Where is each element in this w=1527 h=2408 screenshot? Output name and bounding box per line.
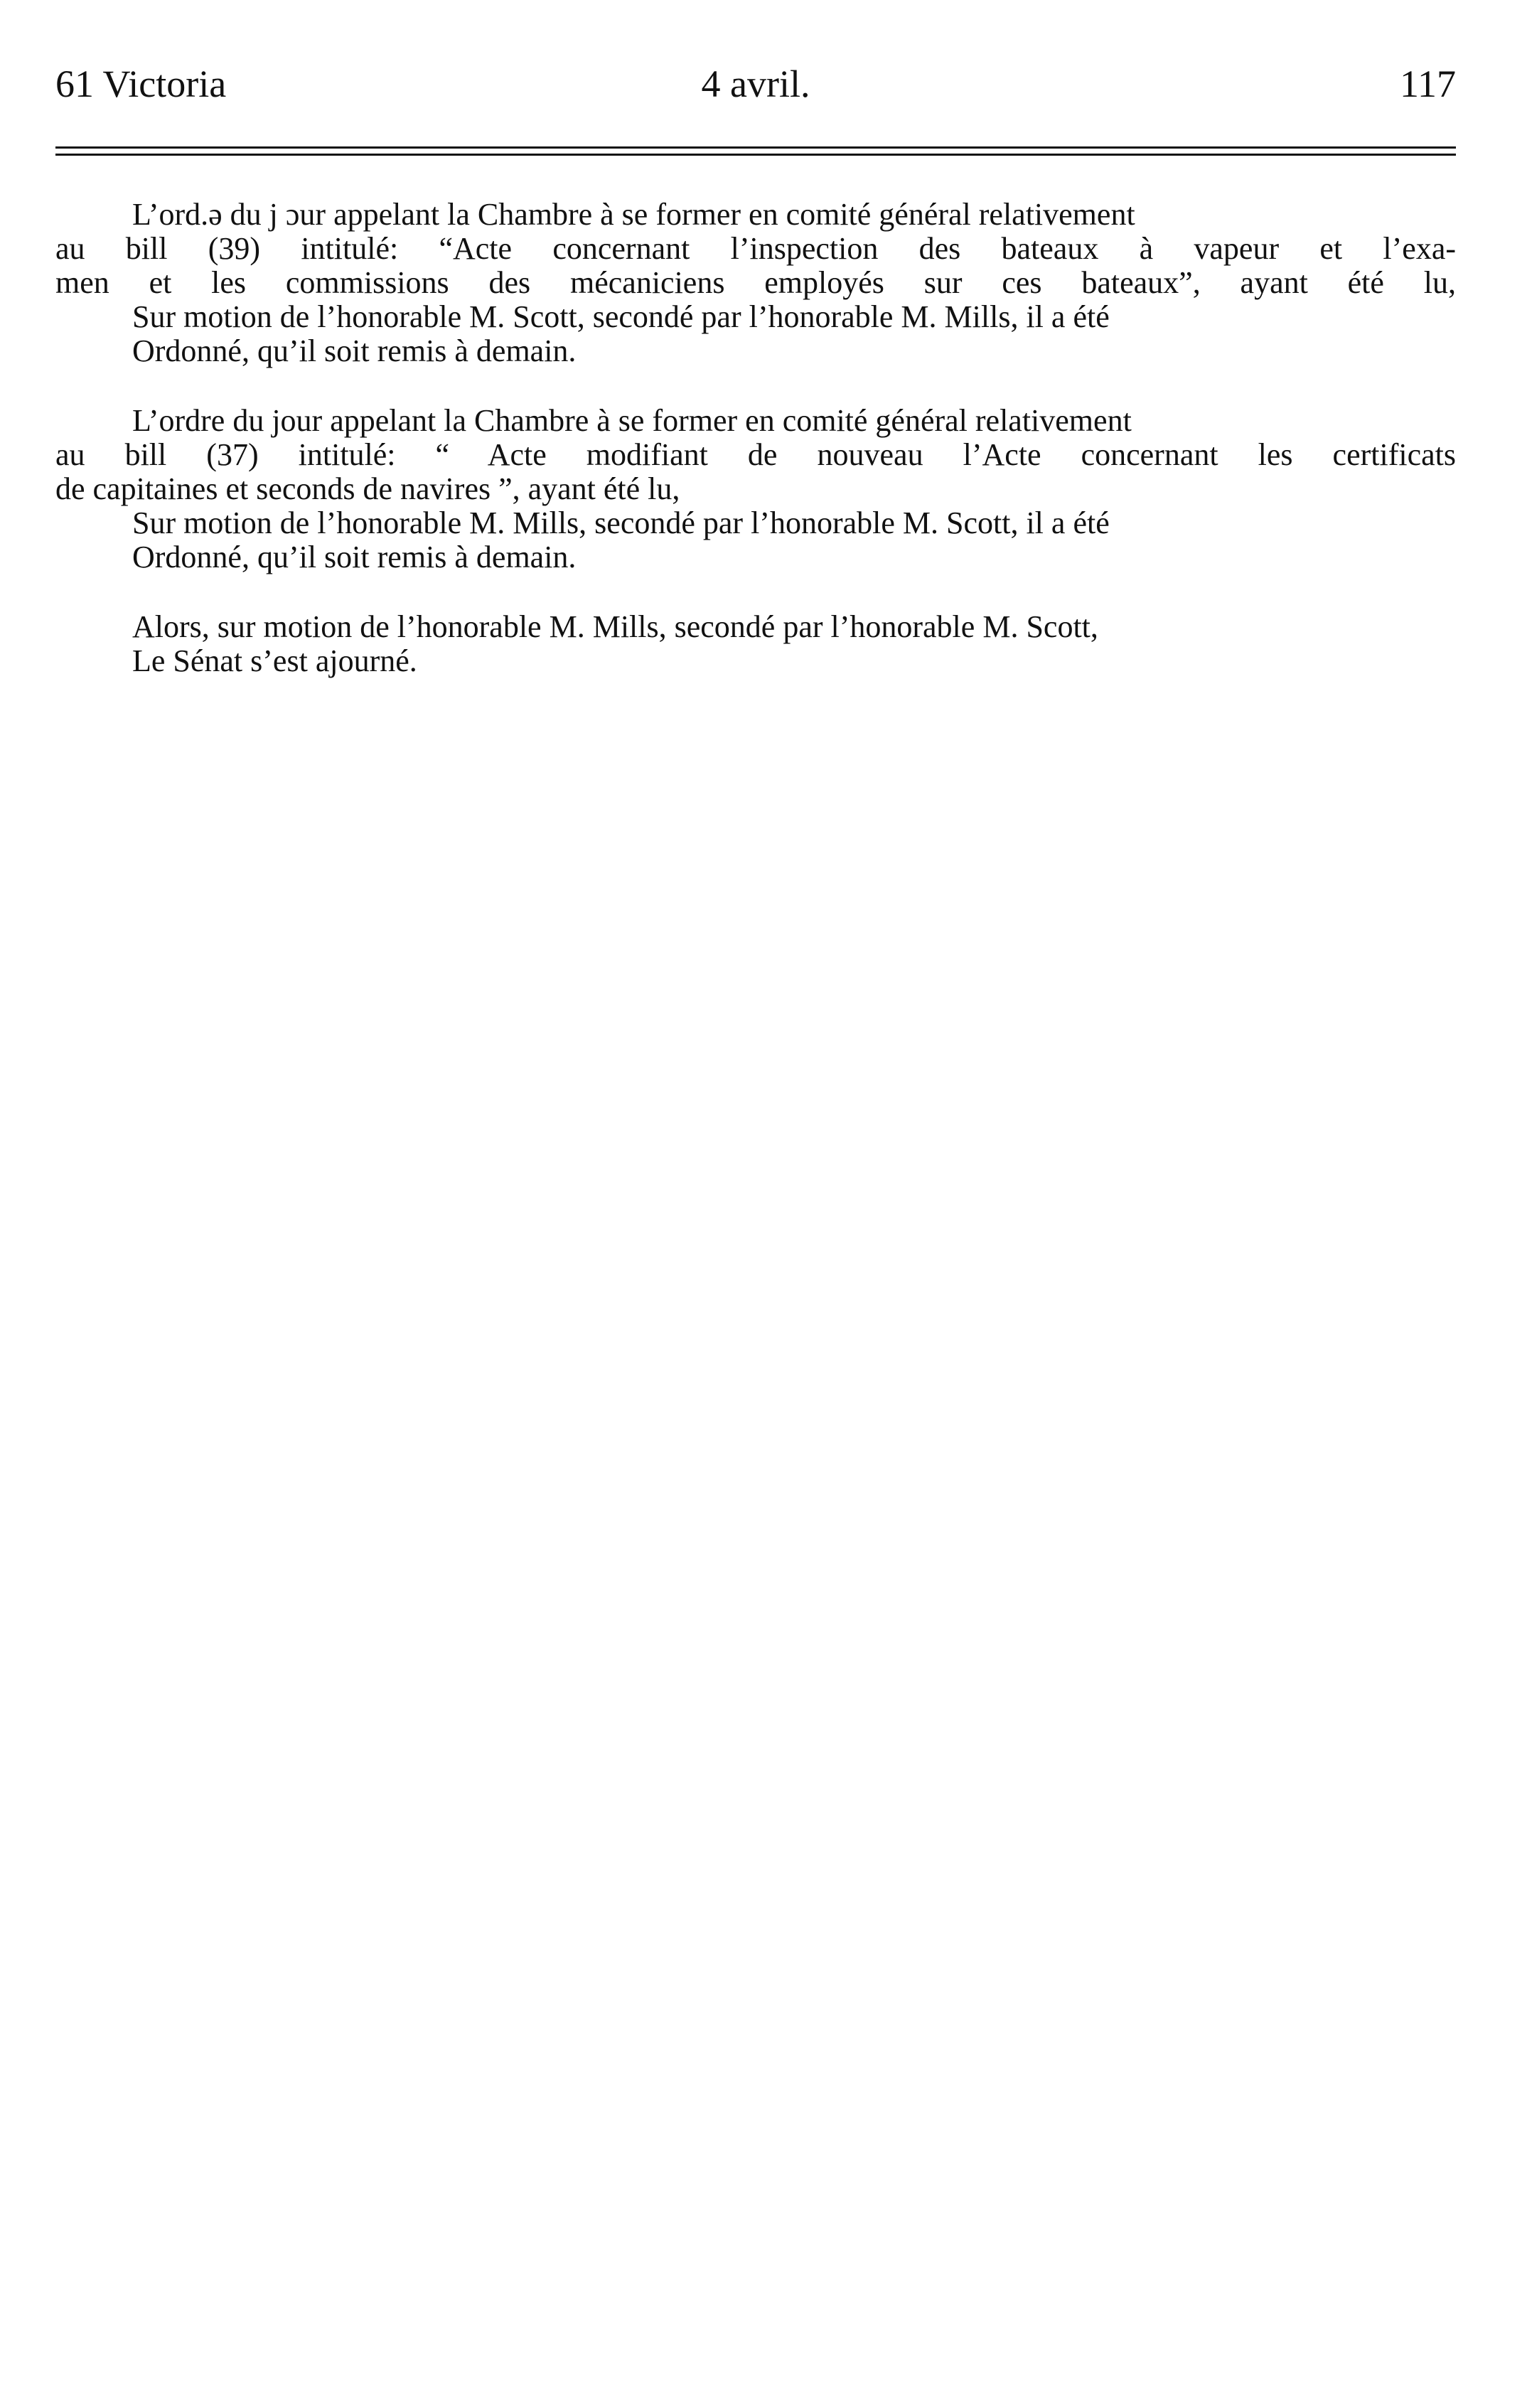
- header-rule-bottom: [55, 154, 1456, 156]
- paragraph-adjournment: [55, 610, 1456, 678]
- header-date: 4 avril.: [701, 63, 810, 105]
- text-line: men et les commissions des mécaniciens employés sur ces bateaux”, ayant été lu,: [55, 265, 1456, 300]
- page-number: 117: [1400, 63, 1456, 105]
- text-line: Sur motion de l’honorable M. Scott, secondé par l’honorable M. Mills, il a été: [132, 299, 1110, 334]
- text-line: Ordonné, qu’il soit remis à demain.: [132, 333, 577, 368]
- text-line: Ordonné, qu’il soit remis à demain.: [132, 540, 577, 574]
- running-header: [55, 55, 1456, 112]
- text-line: au bill (37) intitulé: “ Acte modifiant de nouveau l’Acte concernant les certificats: [55, 437, 1456, 472]
- header-regnal-year: 61 Victoria: [55, 63, 227, 105]
- text-line: L’ord.ə du j ɔur appelant la Chambre à se former en comité général relativement: [132, 197, 1135, 232]
- text-line: de capitaines et seconds de navires ”, ayant été lu,: [55, 471, 680, 506]
- text-line: au bill (39) intitulé: “Acte concernant l’inspection des bateaux à vapeur et l’exa-: [55, 231, 1456, 266]
- journal-body: [55, 198, 1456, 714]
- text-line: Sur motion de l’honorable M. Mills, secondé par l’honorable M. Scott, il a été: [132, 505, 1110, 540]
- paragraph-bill-39: [55, 198, 1456, 368]
- paragraph-bill-37: [55, 404, 1456, 574]
- text-line: L’ordre du jour appelant la Chambre à se former en comité général relativement: [132, 403, 1132, 438]
- text-line: Le Sénat s’est ajourné.: [132, 643, 417, 678]
- header-rule-top: [55, 146, 1456, 149]
- text-line: Alors, sur motion de l’honorable M. Mills, secondé par l’honorable M. Scott,: [132, 609, 1098, 644]
